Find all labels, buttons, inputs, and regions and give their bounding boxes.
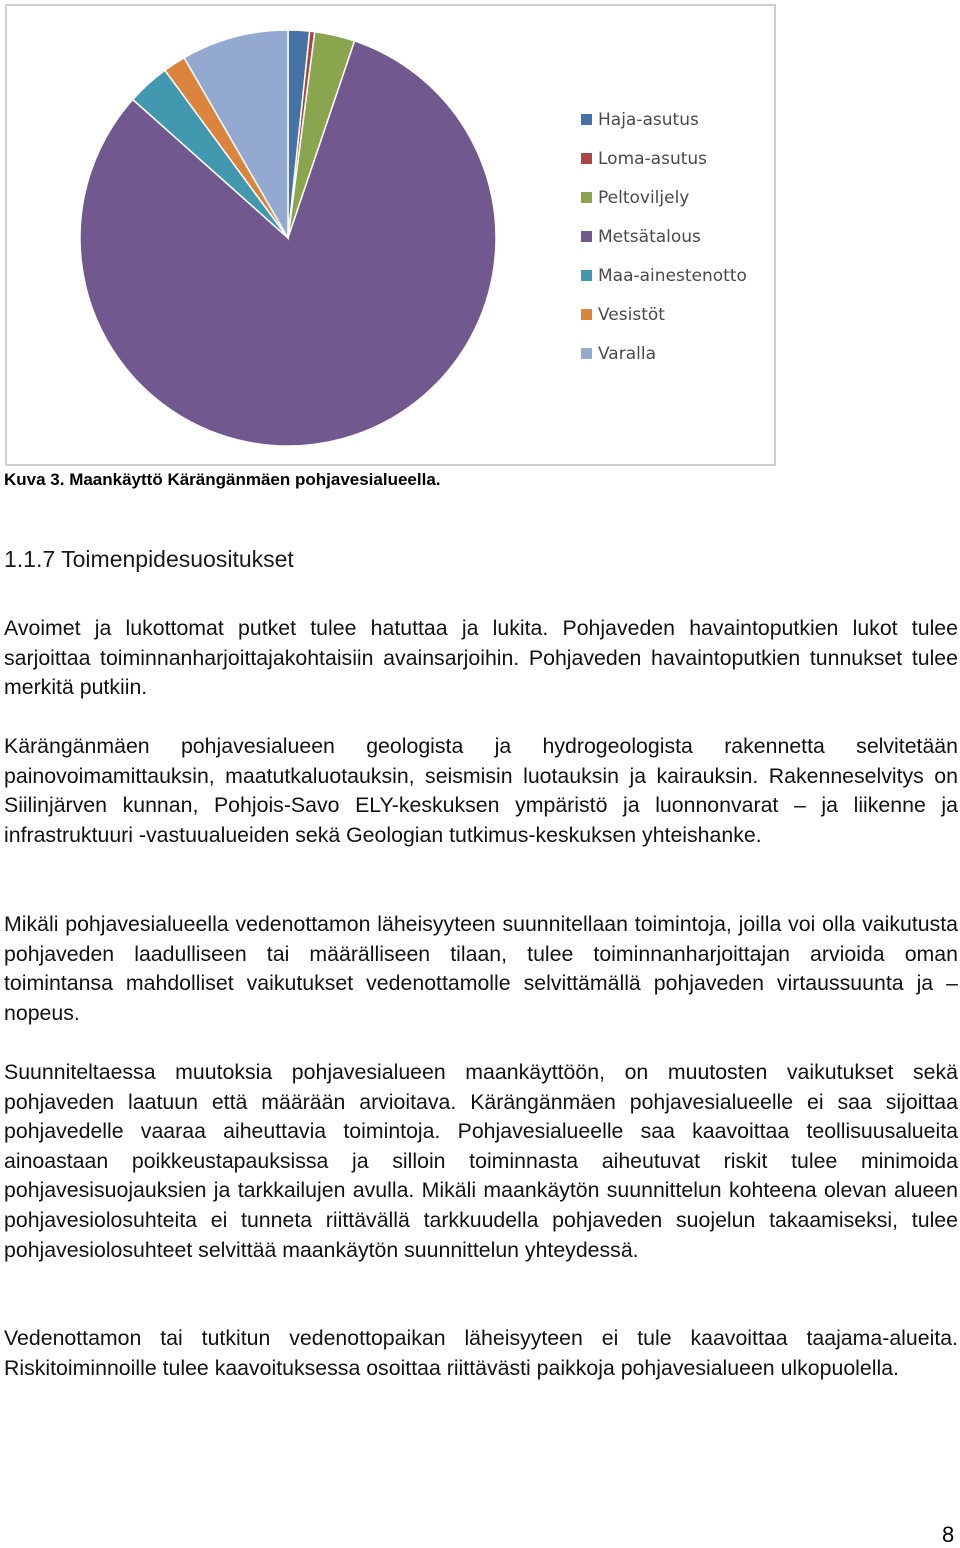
land-use-pie-chart: [7, 6, 774, 464]
page-number: 8: [942, 1522, 955, 1547]
legend-swatch: [581, 348, 592, 359]
legend-label: Maa-ainestenotto: [598, 266, 747, 286]
paragraph-5: Vedenottamon tai tutkitun vedenottopaikan läheisyyteen ei tule kaavoittaa taajama-alueita. Riskitoiminnoille tulee kaavoituksessa osoittaa riittävästi paikkoja pohjavesialueen ulkopuolella.: [4, 1326, 958, 1380]
legend-label: Metsätalous: [598, 227, 701, 247]
legend-label: Haja-asutus: [598, 110, 699, 130]
legend-swatch: [581, 270, 592, 281]
legend-swatch: [581, 114, 592, 125]
legend-swatch: [581, 153, 592, 164]
chart-frame: [5, 4, 776, 466]
legend-swatch: [581, 231, 592, 242]
legend-label: Vesistöt: [598, 305, 665, 325]
chart-legend: [581, 110, 747, 364]
pie-slices: [80, 30, 496, 446]
figure-caption: Kuva 3. Maankäyttö Kärängänmäen pohjavesialueella.: [4, 470, 441, 489]
section-heading: 1.1.7 Toimenpidesuositukset: [4, 546, 294, 572]
legend-swatch: [581, 192, 592, 203]
legend-swatch: [581, 309, 592, 320]
paragraph-4: Suunniteltaessa muutoksia pohjavesialueen maankäyttöön, on muutosten vaikutukset sekä pohjaveden laatuun että määrään arvioitava. Kärängänmäen pohjavesialueelle ei saa sijoittaa pohjavedelle vaaraa aiheuttavia toimintoja. Pohjavesialueelle saa kaavoittaa teollisuusalueita ainoastaan poikkeustapauksissa ja silloin toiminnasta aiheutuvat riskit tulee minimoida pohjavesisuojauksien ja tarkkailujen avulla. Mikäli maankäytön suunnittelun kohteena olevan alueen pohjavesiolosuhteita ei tunneta riittävällä tarkkuudella pohjaveden suojelun takaamiseksi, tulee pohjavesiolosuhteet selvittää maankäytön suunnittelun yhteydessä.: [4, 1060, 958, 1262]
paragraph-2: Kärängänmäen pohjavesialueen geologista ja hydrogeologista rakennetta selvitetään painovoimamittauksin, maatutkaluotauksin, seismisin luotauksin ja kairauksin. Rakenneselvitys on Siilinjärven kunnan, Pohjois-Savo ELY-keskuksen ympäristö ja luonnonvarat – ja liikenne ja infrastruktuuri -vastuualueiden sekä Geologian tutkimus-keskuksen yhteishanke.: [4, 734, 958, 847]
paragraph-1: Avoimet ja lukottomat putket tulee hatuttaa ja lukita. Pohjaveden havaintoputkien lukot tulee sarjoittaa toiminnanharjoittajakohtaisiin avainsarjoihin. Pohjaveden havaintoputkien tunnukset tulee merkitä putkiin.: [4, 616, 958, 700]
legend-label: Varalla: [598, 344, 656, 364]
legend-label: Peltoviljely: [598, 188, 690, 208]
legend-label: Loma-asutus: [598, 149, 708, 169]
paragraph-3: Mikäli pohjavesialueella vedenottamon läheisyyteen suunnitellaan toimintoja, joilla voi olla vaikutusta pohjaveden laadulliseen tai määrälliseen tilaan, tulee toiminnanharjoittajan arvioida oman toimintansa mahdolliset vaikutukset vedenottamolle selvittämällä pohjaveden virtaussuunta ja – nopeus.: [4, 912, 958, 1025]
